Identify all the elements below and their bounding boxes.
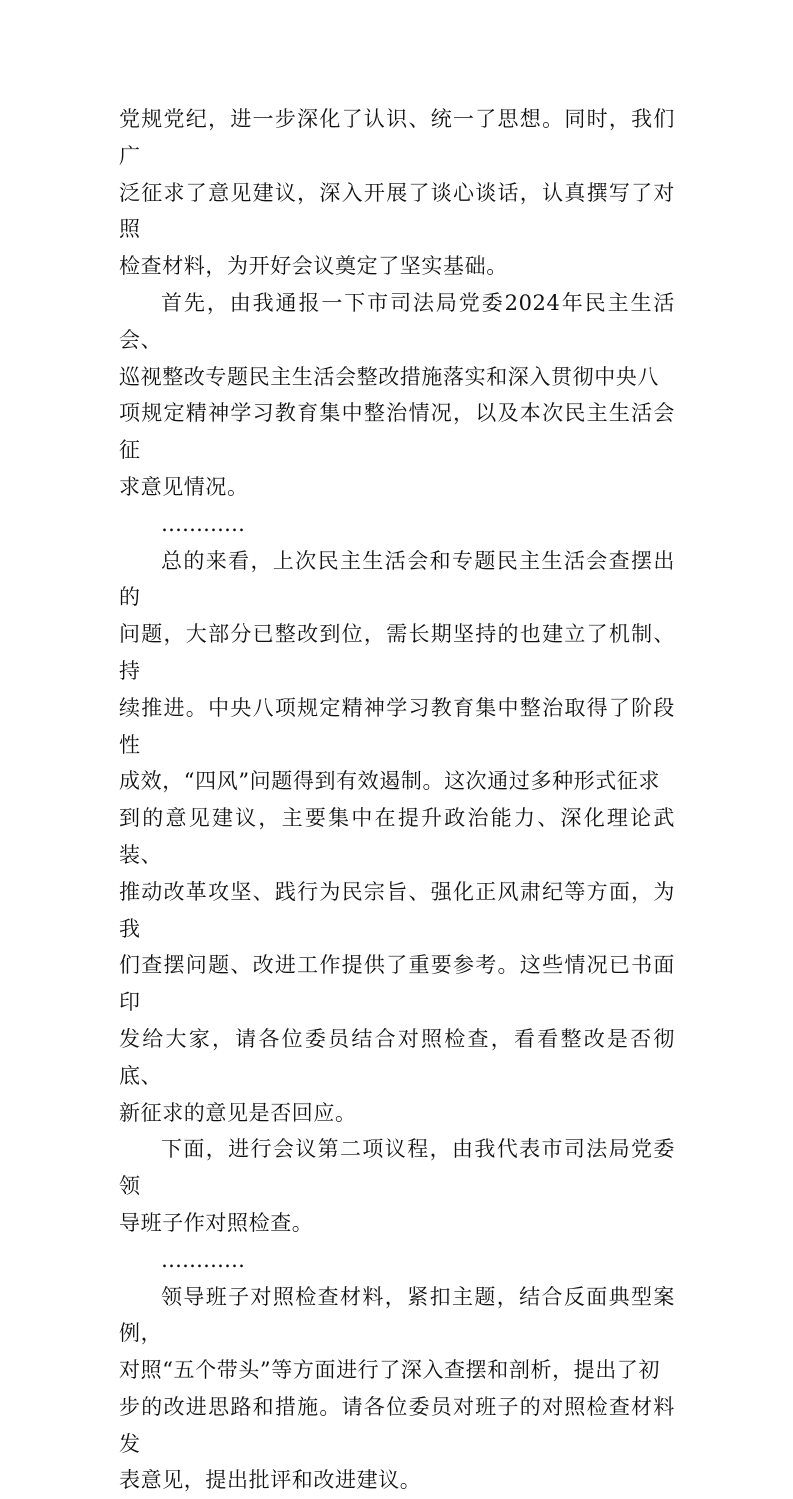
text-line: 到的意见建议，主要集中在提升政治能力、深化理论武装、 <box>119 800 675 874</box>
text-line: 表意见，提出批评和改进建议。 <box>119 1462 675 1499</box>
text-line: 们查摆问题、改进工作提供了重要参考。这些情况已书面印 <box>119 947 675 1021</box>
text-line: 导班子作对照检查。 <box>119 1205 675 1242</box>
text-line: 对照“五个带头”等方面进行了深入查摆和剖析，提出了初 <box>119 1352 675 1389</box>
paragraph-5 <box>119 1279 675 1499</box>
paragraph-4 <box>119 1131 675 1241</box>
text-line: 求意见情况。 <box>119 469 675 506</box>
paragraph-2 <box>119 285 675 506</box>
text-line: 巡视整改专题民主生活会整改措施落实和深入贯彻中央八 <box>119 359 675 396</box>
text-line: 续推进。中央八项规定精神学习教育集中整治取得了阶段性 <box>119 690 675 764</box>
text-line: 发给大家，请各位委员结合对照检查，看看整改是否彻底、 <box>119 1021 675 1095</box>
text-line: 党规党纪，进一步深化了认识、统一了思想。同时，我们广 <box>119 101 675 175</box>
paragraph-1 <box>119 101 675 285</box>
document-body <box>119 101 675 1499</box>
text-line: 下面，进行会议第二项议程，由我代表市司法局党委领 <box>119 1131 675 1205</box>
text-line: 成效，“四风”问题得到有效遏制。这次通过多种形式征求 <box>119 763 675 800</box>
text-line: 泛征求了意见建议，深入开展了谈心谈话，认真撰写了对照 <box>119 175 675 249</box>
text-line: 新征求的意见是否回应。 <box>119 1095 675 1132</box>
ellipsis-separator: ………… <box>119 506 675 543</box>
text-line: 检查材料，为开好会议奠定了坚实基础。 <box>119 248 675 285</box>
text-line: 推动改革攻坚、践行为民宗旨、强化正风肃纪等方面，为我 <box>119 874 675 948</box>
ellipsis-separator: ………… <box>119 1242 675 1279</box>
text-line: 首先，由我通报一下市司法局党委2024年民主生活会、 <box>119 285 675 359</box>
text-line: 步的改进思路和措施。请各位委员对班子的对照检查材料发 <box>119 1389 675 1463</box>
text-line: 项规定精神学习教育集中整治情况，以及本次民主生活会征 <box>119 395 675 469</box>
text-line: 领导班子对照检查材料，紧扣主题，结合反面典型案例， <box>119 1279 675 1353</box>
paragraph-3 <box>119 543 675 1132</box>
text-line: 总的来看，上次民主生活会和专题民主生活会查摆出的 <box>119 543 675 617</box>
text-line: 问题，大部分已整改到位，需长期坚持的也建立了机制、持 <box>119 616 675 690</box>
